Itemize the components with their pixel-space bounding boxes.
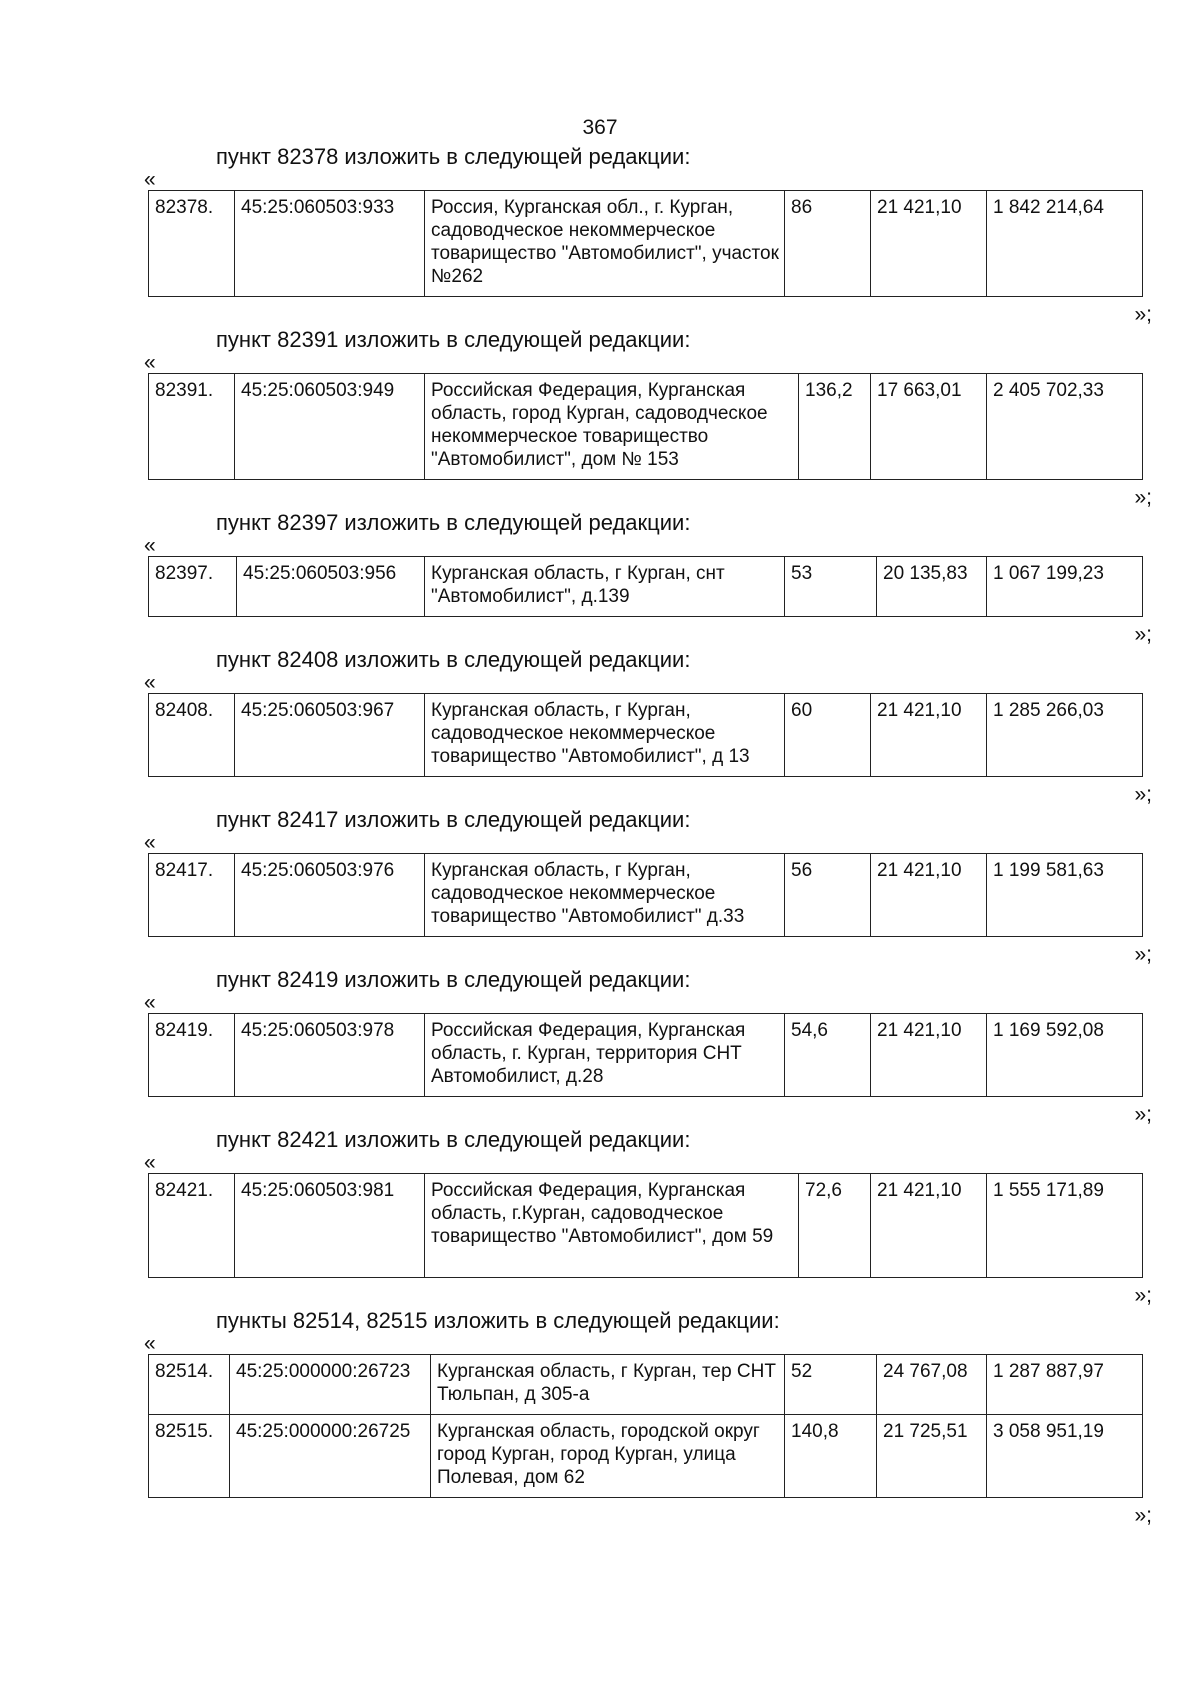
area: 52 [785,1355,877,1415]
address: Курганская область, г Курган, тер СНТ Тюльпан, д 305-а [431,1355,785,1415]
rate: 24 767,08 [877,1355,987,1415]
table-row [149,191,1143,297]
entry-number: 82391. [149,374,235,480]
table-row [149,854,1143,937]
close-quote: »; [1134,486,1152,509]
amendment-block [0,967,1200,1127]
address: Курганская область, г Курган, садоводческое некоммерческое товарищество "Автомобилист" д.33 [425,854,785,937]
close-quote: »; [1134,303,1152,326]
table-row [149,557,1143,617]
entry-number: 82378. [149,191,235,297]
cadastral-number: 45:25:060503:933 [235,191,425,297]
amendment-block [0,1308,1200,1528]
rate: 21 725,51 [877,1415,987,1498]
address: Российская Федерация, Курганская область, г. Курган, территория СНТ Автомобилист, д.28 [425,1014,785,1097]
entry-table [148,556,1143,617]
entry-number: 82421. [149,1174,235,1278]
area: 56 [785,854,871,937]
close-quote: »; [1134,1103,1152,1126]
amendment-heading: пункт 82408 изложить в следующей редакции: [216,647,691,672]
amendment-block [0,144,1200,327]
table-row [149,694,1143,777]
close-quote: »; [1134,783,1152,806]
address: Курганская область, городской округ город Курган, город Курган, улица Полевая, дом 62 [431,1415,785,1498]
close-quote: »; [1134,943,1152,966]
area: 53 [785,557,877,617]
table-row [149,1355,1143,1415]
rate: 17 663,01 [871,374,987,480]
entry-number: 82417. [149,854,235,937]
area: 60 [785,694,871,777]
amendment-block [0,807,1200,967]
address: Российская Федерация, Курганская область, г.Курган, садоводческое товарищество "Автомобилист", дом 59 [425,1174,799,1278]
amendment-heading: пункт 82417 изложить в следующей редакции: [216,807,691,832]
open-quote: « [144,1332,156,1355]
amendment-heading: пункты 82514, 82515 изложить в следующей редакции: [216,1308,780,1333]
entry-table [148,190,1143,297]
cadastral-value: 1 842 214,64 [987,191,1143,297]
cadastral-number: 45:25:000000:26723 [230,1355,431,1415]
open-quote: « [144,351,156,374]
cadastral-number: 45:25:060503:976 [235,854,425,937]
area: 54,6 [785,1014,871,1097]
address: Россия, Курганская обл., г. Курган, садоводческое некоммерческое товарищество "Автомобилист", участок №262 [425,191,785,297]
cadastral-number: 45:25:060503:978 [235,1014,425,1097]
amendment-list [0,144,1200,1528]
close-quote: »; [1134,1284,1152,1307]
table-row [149,1415,1143,1498]
entry-table [148,373,1143,480]
rate: 21 421,10 [871,191,987,297]
area: 136,2 [799,374,871,480]
cadastral-number: 45:25:060503:967 [235,694,425,777]
entry-number: 82419. [149,1014,235,1097]
amendment-heading: пункт 82419 изложить в следующей редакции: [216,967,691,992]
entry-table [148,1354,1143,1498]
open-quote: « [144,168,156,191]
table-row [149,1174,1143,1278]
amendment-heading: пункт 82391 изложить в следующей редакции: [216,327,691,352]
amendment-block [0,327,1200,510]
open-quote: « [144,991,156,1014]
amendment-block [0,1127,1200,1308]
entry-table [148,1013,1143,1097]
rate: 21 421,10 [871,694,987,777]
entry-number: 82514. [149,1355,230,1415]
area: 72,6 [799,1174,871,1278]
amendment-block [0,510,1200,647]
cadastral-value: 1 555 171,89 [987,1174,1143,1278]
cadastral-number: 45:25:060503:949 [235,374,425,480]
cadastral-number: 45:25:060503:956 [237,557,425,617]
amendment-heading: пункт 82378 изложить в следующей редакции: [216,144,691,169]
rate: 21 421,10 [871,1174,987,1278]
close-quote: »; [1134,623,1152,646]
entry-table [148,1173,1143,1278]
rate: 21 421,10 [871,1014,987,1097]
open-quote: « [144,534,156,557]
address: Российская Федерация, Курганская область, город Курган, садоводческое некоммерческое товарищество "Автомобилист", дом № 153 [425,374,799,480]
cadastral-value: 1 199 581,63 [987,854,1143,937]
table-row [149,1014,1143,1097]
page-number: 367 [582,116,618,139]
cadastral-value: 2 405 702,33 [987,374,1143,480]
cadastral-value: 1 067 199,23 [987,557,1143,617]
entry-number: 82515. [149,1415,230,1498]
amendment-heading: пункт 82421 изложить в следующей редакции: [216,1127,691,1152]
amendment-heading: пункт 82397 изложить в следующей редакции: [216,510,691,535]
address: Курганская область, г Курган, садоводческое некоммерческое товарищество "Автомобилист", д 13 [425,694,785,777]
open-quote: « [144,831,156,854]
open-quote: « [144,671,156,694]
entry-number: 82408. [149,694,235,777]
address: Курганская область, г Курган, снт "Автомобилист", д.139 [425,557,785,617]
cadastral-value: 1 287 887,97 [987,1355,1143,1415]
open-quote: « [144,1151,156,1174]
cadastral-number: 45:25:060503:981 [235,1174,425,1278]
rate: 20 135,83 [877,557,987,617]
area: 140,8 [785,1415,877,1498]
entry-table [148,853,1143,937]
cadastral-value: 1 285 266,03 [987,694,1143,777]
cadastral-number: 45:25:000000:26725 [230,1415,431,1498]
rate: 21 421,10 [871,854,987,937]
entry-table [148,693,1143,777]
close-quote: »; [1134,1504,1152,1527]
table-row [149,374,1143,480]
cadastral-value: 3 058 951,19 [987,1415,1143,1498]
cadastral-value: 1 169 592,08 [987,1014,1143,1097]
amendment-block [0,647,1200,807]
area: 86 [785,191,871,297]
entry-number: 82397. [149,557,237,617]
